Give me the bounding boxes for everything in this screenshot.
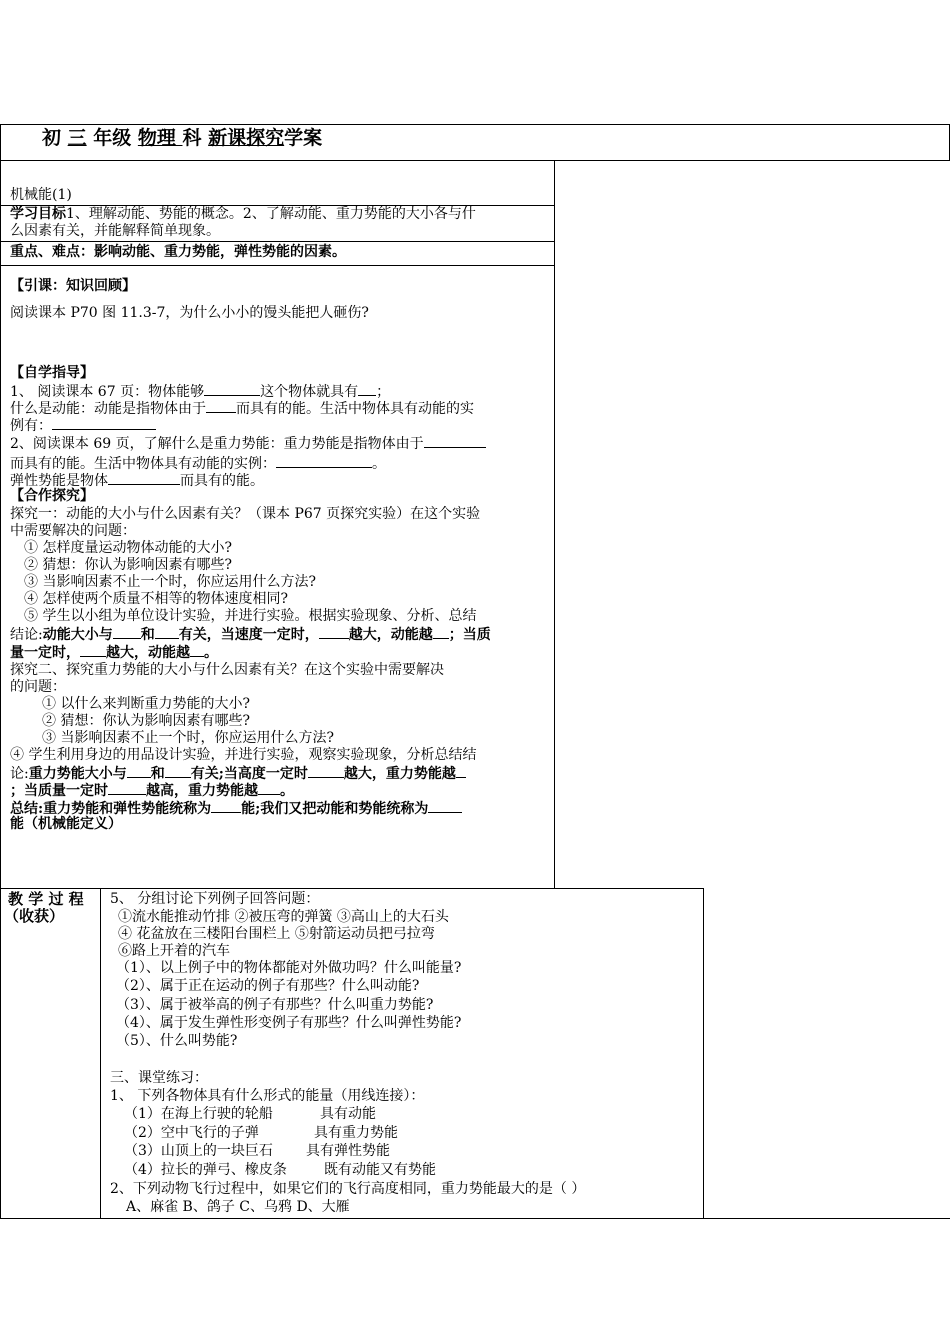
explore-2-question-1: ① 以什么来判断重力势能的大小? xyxy=(42,696,250,712)
blank xyxy=(433,625,449,639)
summary-line-1: 总结:重力势能和弹性势能统称为 能;我们又把动能和势能统称为 xyxy=(10,799,462,818)
explore-1-question-2: ② 猜想：你认为影响因素有哪些? xyxy=(24,557,232,573)
explore-1-question-1: ① 怎样度量运动物体动能的大小? xyxy=(24,540,232,556)
explore-2-question-3: ③ 当影响因素不止一个时，你应运用什么方法? xyxy=(42,730,334,746)
selfstudy-heading: 【自学指导】 xyxy=(10,365,94,381)
subject: 物理 xyxy=(137,127,183,149)
keypoints: 重点、难点：影响动能、重力势能，弹性势能的因素。 xyxy=(10,244,346,260)
discussion-question-2: （2）、属于正在运动的例子有那些？什么叫动能? xyxy=(116,978,420,994)
selfstudy-line-2: 什么是动能：动能是指物体由于 而具有的能。生活中物体具有动能的实 xyxy=(10,401,474,417)
blank xyxy=(113,625,141,639)
table-bottom-border xyxy=(0,1218,950,1219)
conclusion-1-line-1: 结论:动能大小与 和 有关，当速度一定时， 越大，动能越 ；当质 xyxy=(10,627,491,643)
explore-1-question-4: ④ 怎样使两个质量不相等的物体速度相同? xyxy=(24,591,288,607)
match-item-2-left: （2）空中飞行的子弹 xyxy=(124,1125,259,1141)
practice-heading: 三、课堂练习： xyxy=(110,1070,208,1086)
discussion-question-3: （3）、属于被举高的例子有那些？什么叫重力势能? xyxy=(116,997,434,1013)
blank xyxy=(165,764,191,778)
blank xyxy=(108,471,180,485)
explore-2-line-2: 的问题： xyxy=(10,679,66,695)
intro-question: 阅读课本 P70 图 11.3-7，为什么小小的馒头能把人砸伤? xyxy=(10,305,369,321)
blank xyxy=(319,625,349,639)
match-item-1-right: 具有动能 xyxy=(320,1106,376,1122)
blank xyxy=(108,781,146,795)
blank xyxy=(52,416,156,430)
blank xyxy=(456,764,466,778)
blank xyxy=(204,382,260,396)
discussion-heading: 5、 分组讨论下列例子回答问题： xyxy=(110,891,320,907)
blank xyxy=(155,625,179,639)
topic-title: 机械能(1) xyxy=(10,187,72,203)
bottom-section-top-border xyxy=(0,888,704,889)
selfstudy-line-3: 例有： xyxy=(10,416,156,435)
blank xyxy=(258,781,280,795)
explore-1-line-2: 中需要解决的问题： xyxy=(10,523,136,539)
lesson-type: 新课探究 xyxy=(208,127,285,149)
discussion-question-5: （5）、什么叫势能? xyxy=(116,1033,238,1049)
process-sub-label: （收获） xyxy=(4,907,65,925)
blank xyxy=(308,764,344,778)
match-item-2-right: 具有重力势能 xyxy=(314,1125,398,1141)
selfstudy-line-1: 1、 阅读课本 67 页：物体能够 这个物体就具有 ； xyxy=(10,384,391,400)
match-item-1-left: （1）在海上行驶的轮船 xyxy=(124,1106,273,1122)
keypoints-bottom-border xyxy=(0,265,555,266)
selfstudy-line-5: 而具有的能。生活中物体具有动能的实例： 。 xyxy=(10,456,386,472)
discussion-examples-2: ④ 花盆放在三楼阳台围栏上 ⑤射箭运动员把弓拉弯 xyxy=(118,926,435,942)
bottom-label-divider xyxy=(100,888,101,1218)
selfstudy-line-6: 弹性势能是物体 而具有的能。 xyxy=(10,473,264,489)
discussion-examples-3: ⑥路上开着的汽车 xyxy=(118,943,230,959)
match-item-3-right: 具有弹性势能 xyxy=(306,1143,390,1159)
main-cell-right-border xyxy=(554,160,555,889)
blank xyxy=(80,643,106,657)
match-item-4-left: （4）拉长的弹弓、橡皮条 xyxy=(124,1162,287,1178)
summary-line-2: 能（机械能定义） xyxy=(10,816,122,832)
coop-heading: 【合作探究】 xyxy=(10,488,94,504)
header-bottom-border xyxy=(0,160,950,161)
page-title: 初 三 年级 物理 科 新课探究学案 xyxy=(42,127,323,149)
explore-2-line-1: 探究二、探究重力势能的大小与什么因素有关？在这个实验中需要解决 xyxy=(10,662,444,678)
match-item-4-right: 既有动能又有势能 xyxy=(324,1162,436,1178)
practice-question-2: 2、下列动物飞行过程中，如果它们的飞行高度相同，重力势能最大的是（ ） xyxy=(110,1181,586,1197)
blank xyxy=(206,399,236,413)
keypoints-top-border xyxy=(0,241,555,242)
blank xyxy=(190,643,204,657)
discussion-question-4: （4）、属于发生弹性形变例子有那些？什么叫弹性势能? xyxy=(116,1015,462,1031)
blank xyxy=(358,382,376,396)
selfstudy-line-4: 2、阅读课本 69 页，了解什么是重力势能：重力势能是指物体由于 xyxy=(10,434,486,453)
explore-1-question-3: ③ 当影响因素不止一个时，你应运用什么方法? xyxy=(24,574,316,590)
match-item-3-left: （3）山顶上的一块巨石 xyxy=(124,1143,273,1159)
explore-1-line-1: 探究一：动能的大小与什么因素有关？（课本 P67 页探究实验）在这个实验 xyxy=(10,506,481,522)
practice-question-2-options: A、麻雀 B、鸽子 C、乌鸦 D、大雁 xyxy=(126,1199,350,1215)
objectives-label: 学习目标 xyxy=(10,206,66,222)
blank xyxy=(211,799,241,813)
objectives-line-1: 学习目标1、理解动能、势能的概念。2、了解动能、重力势能的大小各与什 xyxy=(10,206,476,222)
process-label: 教 学 过 程 xyxy=(8,890,84,908)
explore-1-question-5: ⑤ 学生以小组为单位设计实验，并进行实验。根据实验现象、分析、总结 xyxy=(24,608,477,624)
blank xyxy=(127,764,151,778)
intro-heading: 【引课：知识回顾】 xyxy=(10,278,136,294)
conclusion-2-line-2: ；当质量一定时 越高，重力势能越 。 xyxy=(10,783,294,799)
explore-2-question-4: ④ 学生利用身边的用品设计实验，并进行实验，观察实验现象，分析总结结 xyxy=(10,747,477,763)
discussion-question-1: （1）、以上例子中的物体都能对外做功吗？什么叫能量? xyxy=(116,960,462,976)
objectives-line-2: 么因素有关，并能解释简单现象。 xyxy=(10,223,220,239)
blank xyxy=(276,454,372,468)
blank xyxy=(424,434,486,448)
explore-2-question-2: ② 猜想：你认为影响因素有哪些? xyxy=(42,713,250,729)
table-left-border xyxy=(0,124,1,1219)
grade: 三 xyxy=(67,127,87,149)
bottom-section-right-border xyxy=(703,888,704,1218)
conclusion-2-line-1: 论:重力势能大小与 和 有关;当高度一定时 越大，重力势能越 xyxy=(10,764,466,783)
practice-question-1: 1、 下列各物体具有什么形式的能量（用线连接）： xyxy=(110,1088,425,1104)
discussion-examples-1: ①流水能推动竹排 ②被压弯的弹簧 ③高山上的大石头 xyxy=(118,909,449,925)
blank xyxy=(428,799,462,813)
conclusion-1-line-2: 量一定时， 越大，动能越 。 xyxy=(10,645,218,661)
